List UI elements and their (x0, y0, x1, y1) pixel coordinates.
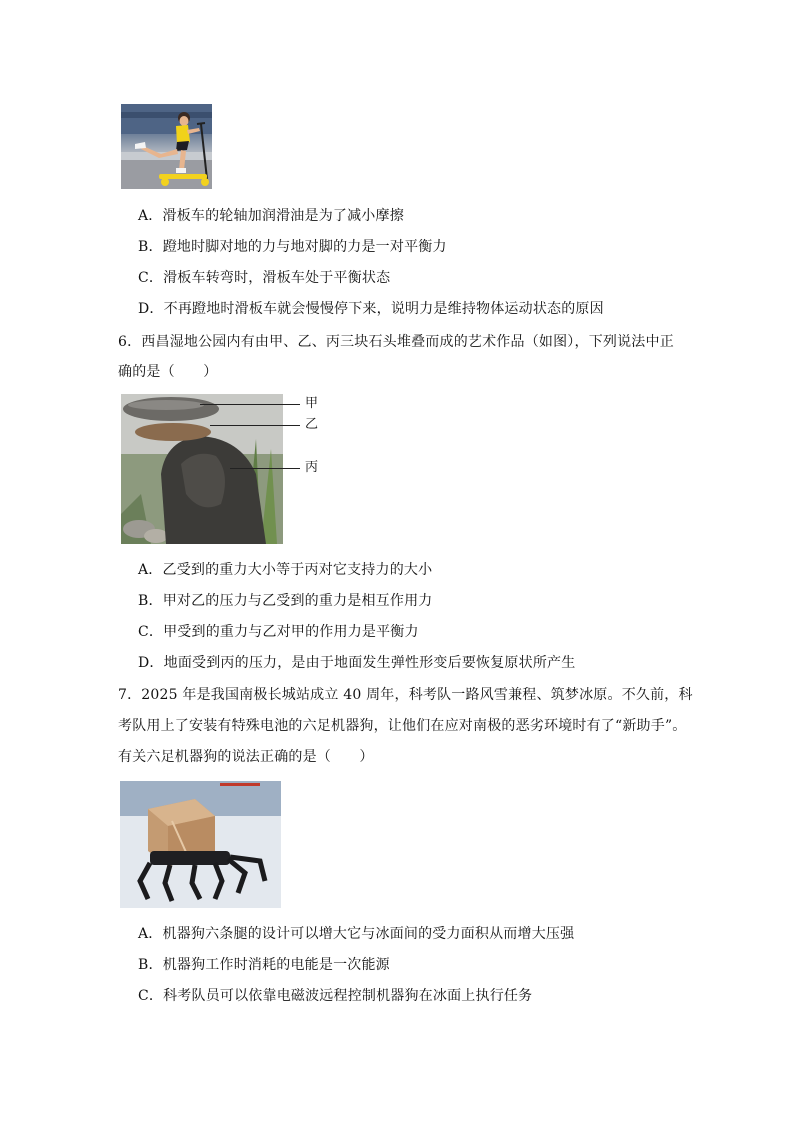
q5-option-b: B．蹬地时脚对地的力与地对脚的力是一对平衡力 (138, 239, 447, 255)
q6-option-d: D．地面受到丙的压力，是由于地面发生弹性形变后要恢复原状所产生 (138, 655, 576, 671)
q6-option-c: C．甲受到的重力与乙对甲的作用力是平衡力 (138, 624, 419, 640)
q7-stem-line-1: 7．2025 年是我国南极长城站成立 40 周年，科考队一路风雪兼程、筑梦冰原。不久前，科 (118, 687, 693, 703)
q6-option-a: A．乙受到的重力大小等于丙对它支持力的大小 (138, 562, 433, 578)
label-line-bing (230, 468, 300, 469)
label-yi: 乙 (305, 417, 319, 432)
q5-option-a: A．滑板车的轮轴加润滑油是为了减小摩擦 (138, 208, 404, 224)
robot-dog-illustration (120, 781, 281, 908)
stacked-stones-illustration (121, 394, 283, 544)
q7-option-c: C．科考队员可以依靠电磁波远程控制机器狗在冰面上执行任务 (138, 988, 533, 1004)
scooter-illustration (121, 104, 212, 189)
q6-option-b: B．甲对乙的压力与乙受到的重力是相互作用力 (138, 593, 433, 609)
q7-stem-line-3: 有关六足机器狗的说法正确的是（ ） (118, 749, 374, 765)
label-bing: 丙 (305, 460, 319, 475)
q5-option-d: D．不再蹬地时滑板车就会慢慢停下来，说明力是维持物体运动状态的原因 (138, 301, 604, 317)
label-line-yi (210, 425, 300, 426)
label-line-jia (200, 404, 300, 405)
q7-option-b: B．机器狗工作时消耗的电能是一次能源 (138, 957, 390, 973)
label-jia: 甲 (305, 396, 319, 411)
scooter-photo (121, 104, 212, 189)
q6-stem-line-2: 确的是（ ） (118, 364, 218, 380)
q7-option-a: A．机器狗六条腿的设计可以增大它与冰面间的受力面积从而增大压强 (138, 926, 575, 942)
stones-photo (121, 394, 283, 544)
q6-stem-line-1: 6．西昌湿地公园内有由甲、乙、丙三块石头堆叠而成的艺术作品（如图），下列说法中正 (118, 334, 674, 350)
q7-stem-line-2: 考队用上了安装有特殊电池的六足机器狗，让他们在应对南极的恶劣环境时有了“新助手”。 (118, 718, 687, 734)
q5-option-c: C．滑板车转弯时，滑板车处于平衡状态 (138, 270, 391, 286)
robot-dog-photo (120, 781, 281, 908)
